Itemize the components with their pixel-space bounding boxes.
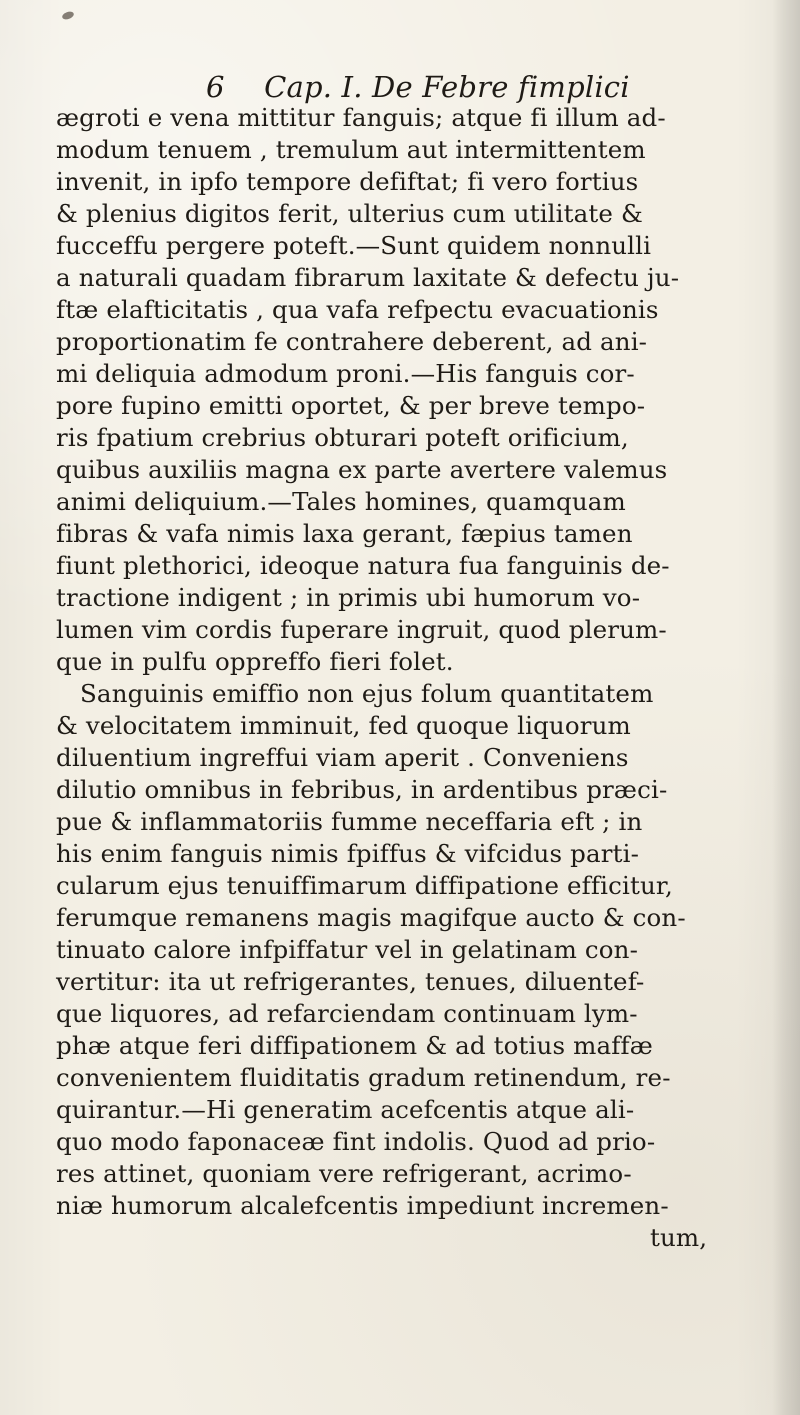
text-line: a naturali quadam fibrarum laxitate & defectu ju- — [56, 263, 680, 292]
text-line: Sanguinis emiffio non ejus folum quantitatem — [80, 679, 654, 708]
text-line: cularum ejus tenuiffimarum diffipatione efficitur, — [56, 871, 673, 900]
text-line: & plenius digitos ferit, ulterius cum utilitate & — [56, 199, 643, 228]
text-line: vertitur: ita ut refrigerantes, tenues, diluentef- — [56, 967, 645, 996]
running-title: Cap. I. De Febre fimplici — [264, 70, 630, 104]
text-line: que liquores, ad refarciendam continuam lym- — [56, 999, 638, 1028]
text-line: quo modo faponaceæ fint indolis. Quod ad prio- — [56, 1127, 656, 1156]
text-line: quirantur.—Hi generatim acefcentis atque ali- — [56, 1095, 635, 1124]
text-line: & velocitatem imminuit, fed quoque liquorum — [56, 711, 631, 740]
text-line: diluentium ingreffui viam aperit . Conveniens — [56, 743, 629, 772]
text-line: pore fupino emitti oportet, & per breve tempo- — [56, 391, 646, 420]
text-line: animi deliquium.—Tales homines, quamquam — [56, 487, 626, 516]
page-number: 6 — [206, 70, 225, 104]
text-line: modum tenuem , tremulum aut intermittentem — [56, 135, 646, 164]
text-line: lumen vim cordis fuperare ingruit, quod plerum- — [56, 615, 667, 644]
text-line: ris fpatium crebrius obturari poteft orificium, — [56, 423, 629, 452]
text-line: fibras & vafa nimis laxa gerant, fæpius tamen — [56, 519, 633, 548]
text-line: invenit, in ipfo tempore defiftat; fi vero fortius — [56, 167, 639, 196]
text-line: ægroti e vena mittitur fanguis; atque fi illum ad- — [56, 103, 666, 132]
text-line: convenientem fluiditatis gradum retinendum, re- — [56, 1063, 671, 1092]
ink-smudge — [61, 10, 75, 21]
text-line: tum, — [650, 1223, 708, 1252]
text-line: phæ atque feri diffipationem & ad totius maffæ — [56, 1031, 653, 1060]
text-line: tinuato calore infpiffatur vel in gelatinam con- — [56, 935, 639, 964]
text-line: fiunt plethorici, ideoque natura fua fanguinis de- — [56, 551, 670, 580]
text-line: quibus auxiliis magna ex parte avertere valemus — [56, 455, 668, 484]
text-line: niæ humorum alcalefcentis impediunt incremen- — [56, 1191, 669, 1220]
main-text — [56, 101, 781, 1401]
text-line: dilutio omnibus in febribus, in ardentibus præci- — [56, 775, 668, 804]
text-line: proportionatim fe contrahere deberent, ad ani- — [56, 327, 648, 356]
text-line: his enim fanguis nimis fpiffus & vifcidus parti- — [56, 839, 640, 868]
text-line: res attinet, quoniam vere refrigerant, acrimo- — [56, 1159, 632, 1188]
text-line: pue & inflammatoriis fumme neceffaria eft ; in — [56, 807, 643, 836]
text-line: ferumque remanens magis magifque aucto & con- — [56, 903, 686, 932]
text-line: ftæ elafticitatis , qua vafa refpectu evacuationis — [56, 295, 659, 324]
text-line: tractione indigent ; in primis ubi humorum vo- — [56, 583, 641, 612]
text-line: que in pulfu oppreffo fieri folet. — [56, 647, 454, 676]
text-line: mi deliquia admodum proni.—His fanguis cor- — [56, 359, 635, 388]
text-line: fucceffu pergere poteft.—Sunt quidem nonnulli — [56, 231, 652, 260]
